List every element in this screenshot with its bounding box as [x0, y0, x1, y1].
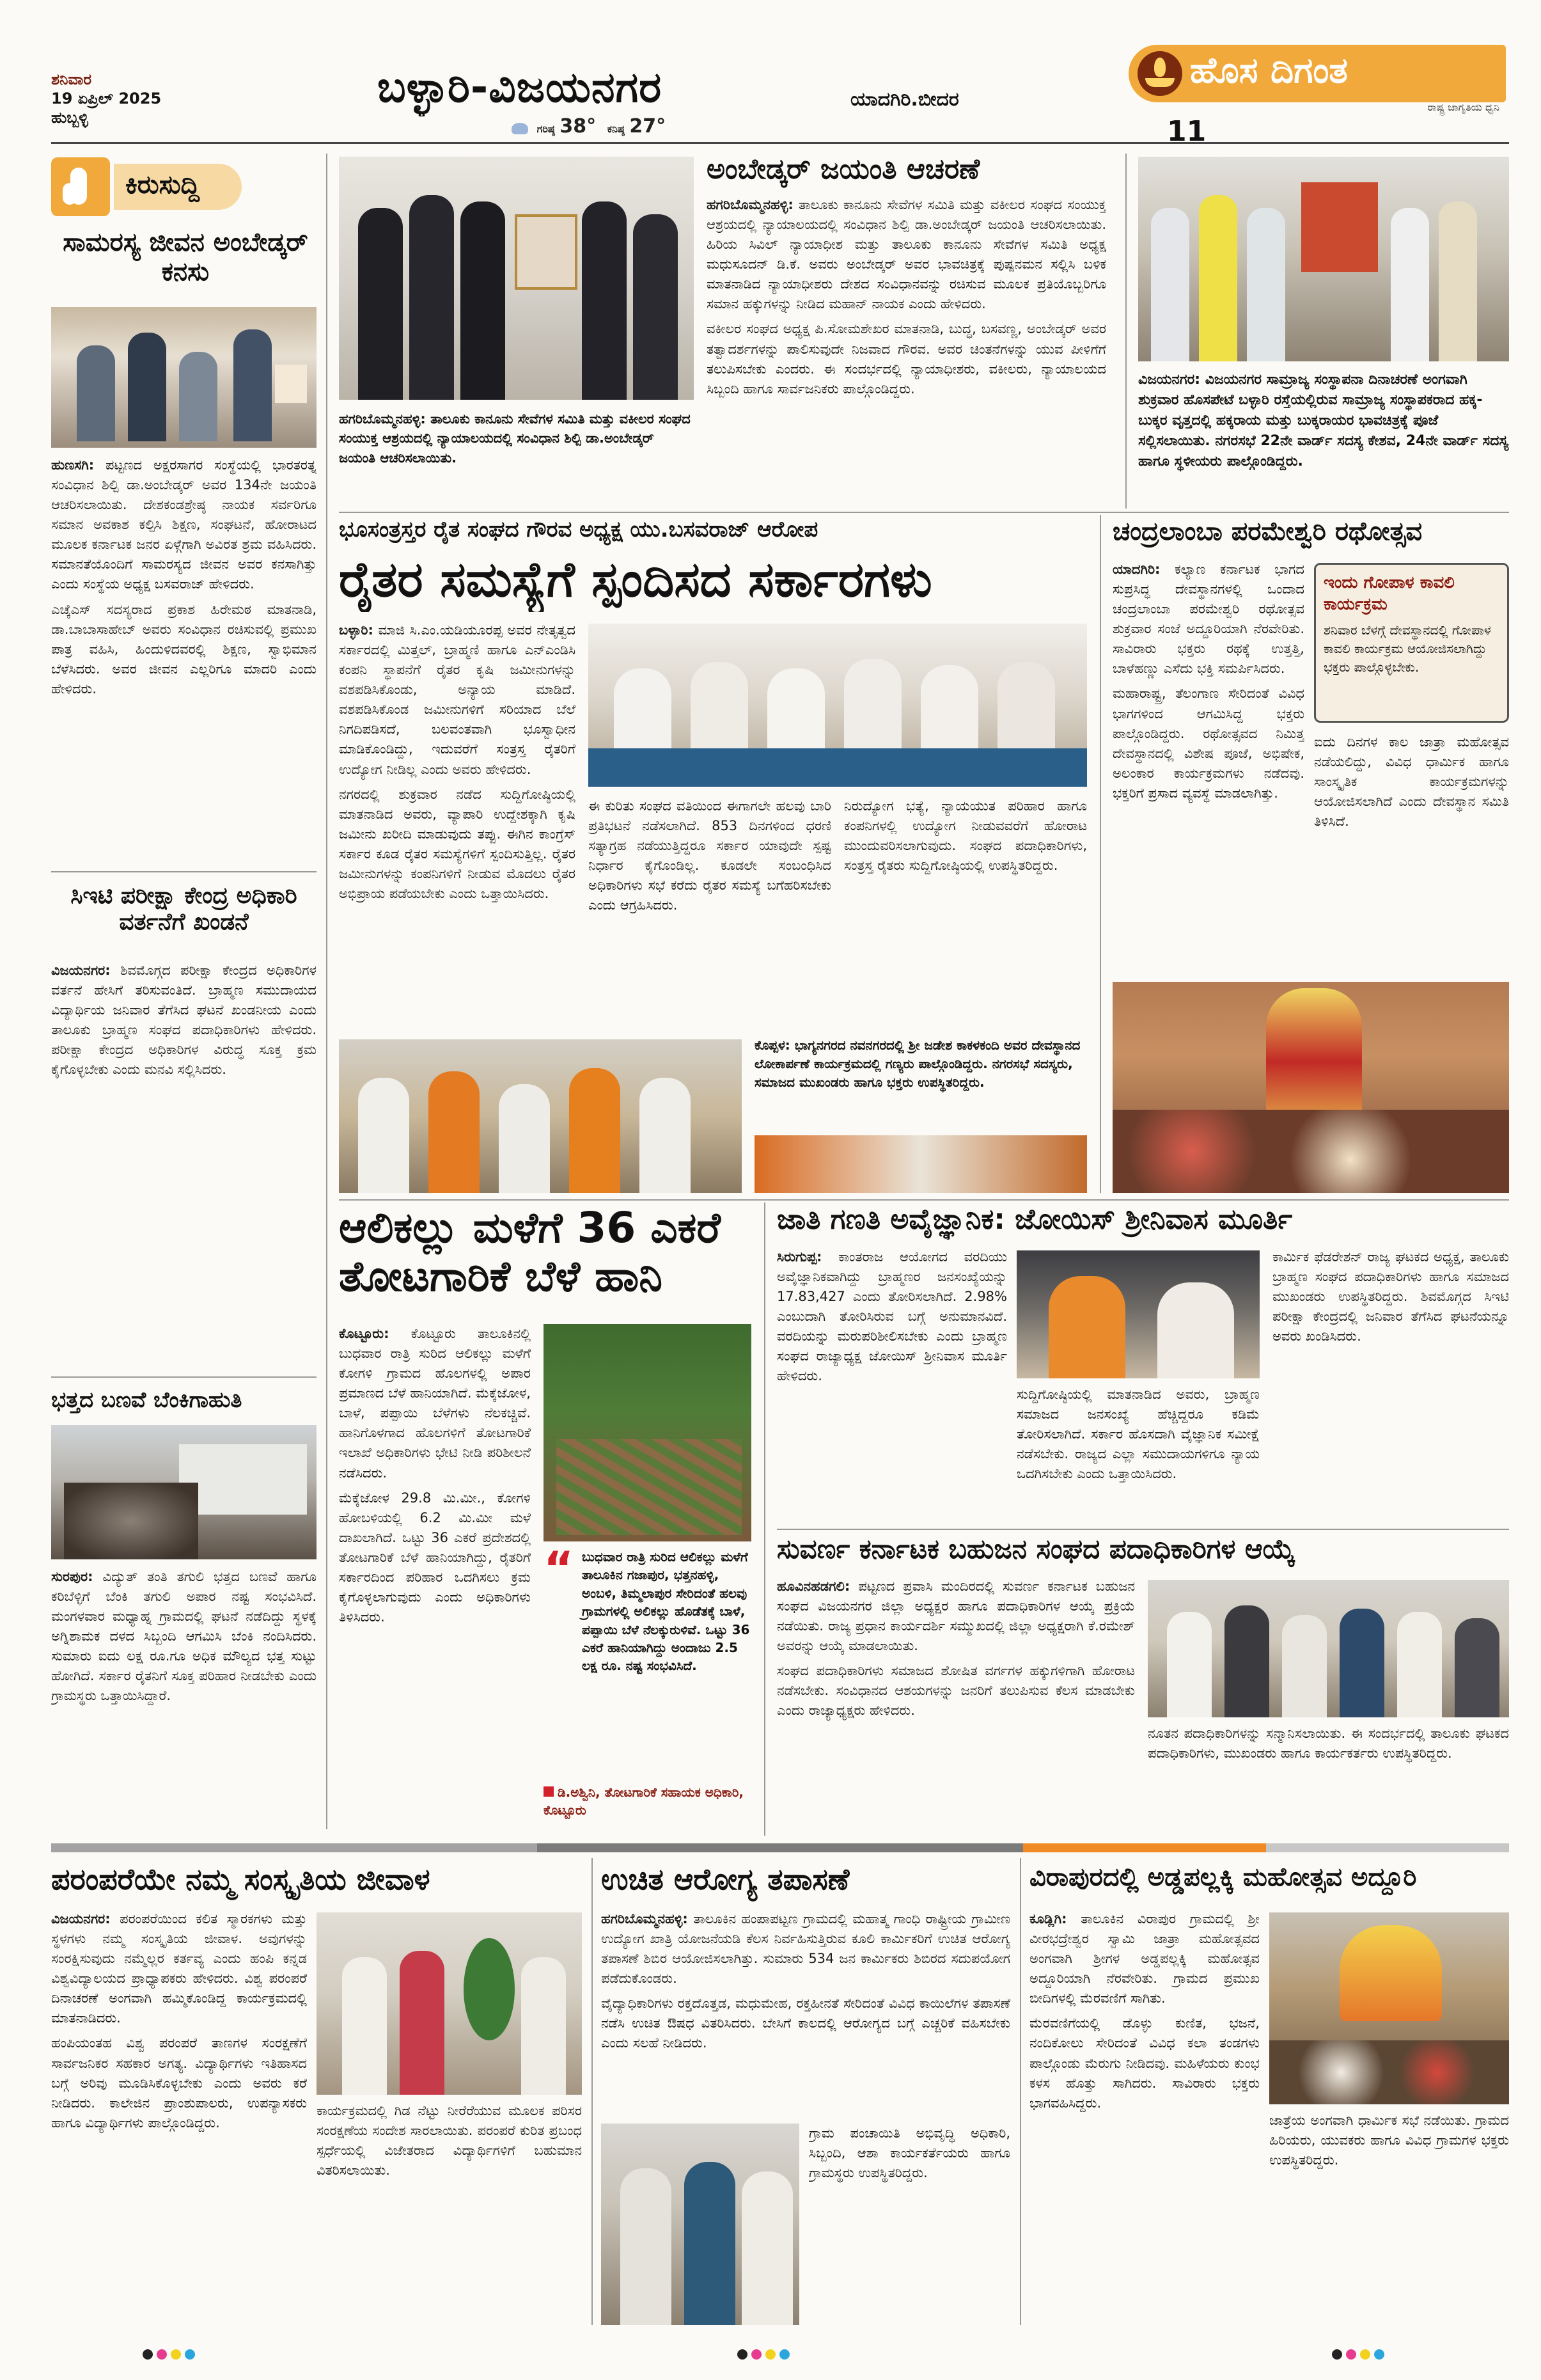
diya-icon	[1138, 51, 1182, 96]
bahujana-text-1: ಪಟ್ಟಣದ ಪ್ರವಾಸಿ ಮಂದಿರದಲ್ಲಿ ಸುವರ್ಣ ಕರ್ನಾಟಕ ಬಹುಜನ ಸಂಘದ ವಿಜಯನಗರ ಜಿಲ್ಲಾ ಅಧ್ಯಕ್ಷರ ಹಾಗೂ ಪದಾಧಿಕಾರಿಗಳ ಆಯ್ಕೆ ಪ್ರಕ್ರಿಯೆ ನಡೆಯಿತು. ರಾಜ್ಯ ಪ್ರಧಾನ ಕಾರ್ಯದರ್ಶಿ ಸಮ್ಮುಖದಲ್ಲಿ ಜಿಲ್ಲಾ ಅಧ್ಯಕ್ಷರಾಗಿ ಕೆ.ರಮೇಶ್ ಅವರನ್ನು ಆಯ್ಕೆ ಮಾಡಲಾಯಿತು.	[777, 1579, 1135, 1654]
arogya-body-col-2	[809, 2124, 1010, 2325]
kirusuddi-label: ಕಿರುಸುದ್ದಿ	[125, 170, 200, 200]
column-divider-alikallu	[764, 1202, 765, 1836]
alikallu-quote: ಬುಧವಾರ ರಾತ್ರಿ ಸುರಿದ ಆಲಿಕಲ್ಲು ಮಳೆಗೆ ತಾಲೂಕಿನ ಗಜಾಪುರ, ಭತ್ತನಹಳ್ಳಿ, ಅಂಬಳಿ, ತಿಮ್ಮಲಾಪುರ ಸೇರಿದಂತೆ ಹಲವು ಗ್ರಾಮಗಳಲ್ಲಿ ಅಲಿಕಲ್ಲು ಹೊಡೆತಕ್ಕೆ ಬಾಳೆ, ಪಪ್ಪಾಯಿ ಬೆಳೆ ನೆಲಕ್ಕುರುಳಿವೆ. ಒಟ್ಟು 36 ಎಕರೆ ಹಾನಿಯಾಗಿದ್ದು ಅಂದಾಜು 2.5 ಲಕ್ಷ ರೂ. ನಷ್ಟ ಸಂಭವಿಸಿದೆ.	[582, 1549, 750, 1674]
bahujana-text-2: ಸಂಘದ ಪದಾಧಿಕಾರಿಗಳು ಸಮಾಜದ ಶೋಷಿತ ವರ್ಗಗಳ ಹಕ್ಕುಗಳಿಗಾಗಿ ಹೋರಾಟ ನಡೆಸಬೇಕು. ಸಂವಿಧಾನದ ಆಶಯಗಳನ್ನು ಜನರಿಗೆ ತಲುಪಿಸುವ ಕೆಲಸ ಮಾಡಬೇಕು ಎಂದು ರಾಜ್ಯಾಧ್ಯಕ್ಷರು ಹೇಳಿದರು.	[777, 1663, 1135, 1719]
column-divider-ambedkar	[1125, 154, 1127, 508]
bahujana-body-col-1	[777, 1577, 1135, 1836]
jati-body-col-1	[777, 1247, 1007, 1522]
kirusuddi-column	[51, 148, 320, 1837]
raitha-body-col-3	[844, 796, 1087, 1030]
parampare-text-3: ಕಾರ್ಯಕ್ರಮದಲ್ಲಿ ಗಿಡ ನೆಟ್ಟು ನೀರೆರೆಯುವ ಮೂಲಕ ಪರಿಸರ ಸಂರಕ್ಷಣೆಯ ಸಂದೇಶ ಸಾರಲಾಯಿತು. ಪರಂಪರೆ ಕುರಿತ ಪ್ರಬಂಧ ಸ್ಪರ್ಧೆಯಲ್ಲಿ ವಿಜೇತರಾದ ವಿದ್ಯಾರ್ಥಿಗಳಿಗೆ ಬಹುಮಾನ ವಿತರಿಸಲಾಯಿತು.	[317, 2103, 582, 2179]
alikallu-quote-author	[544, 1783, 751, 1836]
jati-headline: ಜಾತಿ ಗಣತಿ ಅವೈಜ್ಞಾನಿಕ: ಜೋಯಿಸ್ ಶ್ರೀನಿವಾಸ ಮೂರ್ತಿ	[777, 1204, 1293, 1236]
bahujana-headline: ಸುವರ್ಣ ಕರ್ನಾಟಕ ಬಹುಜನ ಸಂಘದ ಪದಾಧಿಕಾರಿಗಳ ಆಯ್ಕೆ	[777, 1534, 1295, 1564]
column-divider-raitha	[1100, 515, 1101, 1193]
rathotsava-box-text: ಶನಿವಾರ ಬೆಳಗ್ಗೆ ದೇವಸ್ಥಾನದಲ್ಲಿ ಗೋಪಾಳ ಕಾವಲಿ ಕಾರ್ಯಕ್ರಮ ಆಯೋಜಿಸಲಾಗಿದ್ದು ಭಕ್ತರು ಪಾಲ್ಗೊಳ್ಳಬೇಕು.	[1324, 622, 1491, 675]
brief-1-photo	[51, 307, 317, 448]
raitha-headline: ರೈತರ ಸಮಸ್ಯೆಗೆ ಸ್ಪಂದಿಸದ ಸರ್ಕಾರಗಳು	[339, 551, 932, 608]
pallakki-headline: ವಿರಾಪುರದಲ್ಲಿ ಅಡ್ಡಪಲ್ಲಕ್ಕಿ ಮಹೋತ್ಸವ ಅದ್ದೂರಿ	[1029, 1863, 1417, 1892]
ambedkar-text-2: ವಕೀಲರ ಸಂಘದ ಅಧ್ಯಕ್ಷ ಪಿ.ಸೋಮಶೇಖರ ಮಾತನಾಡಿ, ಬುದ್ಧ, ಬಸವಣ್ಣ, ಅಂಬೇಡ್ಕರ್ ಅವರ ತತ್ವಾದರ್ಶಗಳನ್ನು ಪಾಲಿಸುವುದೇ ನಿಜವಾದ ಗೌರವ. ಅವರ ಚಿಂತನೆಗಳನ್ನು ಯುವ ಪೀಳಿಗೆಗೆ ತಲುಪಿಸಬೇಕು ಎಂದರು. ಈ ಸಂದರ್ಭದಲ್ಲಿ ನ್ಯಾಯಾಧೀಶರು, ವಕೀಲರು, ನ್ಯಾಯಾಲಯದ ಸಿಬ್ಬಂದಿ ಹಾಗೂ ಸಾರ್ವಜನಿಕರು ಪಾಲ್ಗೊಂಡಿದ್ದರು.	[707, 321, 1106, 397]
brief-3-body	[51, 1567, 317, 1836]
column-divider-bottom-1	[591, 1858, 593, 2325]
arogya-headline: ಉಚಿತ ಆರೋಗ್ಯ ತಪಾಸಣೆ	[601, 1863, 850, 1896]
masthead-day: ಶನಿವಾರ	[51, 70, 92, 88]
brief-3-headline: ಭತ್ತದ ಬಣವೆ ಬೆಂಕಿಗಾಹುತಿ	[51, 1388, 242, 1413]
ambedkar-dateline: ಹಗರಿಬೊಮ್ಮನಹಳ್ಳಿ:	[707, 197, 794, 212]
rathotsava-box	[1314, 563, 1509, 723]
paper-name: ಹೊಸ ದಿಗಂತ	[1190, 50, 1348, 91]
column-divider-bottom-2	[1020, 1858, 1021, 2325]
rathotsava-photo	[1113, 982, 1509, 1193]
jati-body-col-2	[1017, 1385, 1260, 1522]
brief-1-dateline: ಹುಣಸಗಿ:	[51, 457, 95, 473]
parampare-text-2: ಹಂಪಿಯಂತಹ ವಿಶ್ವ ಪರಂಪರೆ ತಾಣಗಳ ಸಂರಕ್ಷಣೆಗೆ ಸಾರ್ವಜನಿಕರ ಸಹಕಾರ ಅಗತ್ಯ. ವಿದ್ಯಾರ್ಥಿಗಳು ಇತಿಹಾಸದ ಬಗ್ಗೆ ಅರಿವು ಮೂಡಿಸಿಕೊಳ್ಳಬೇಕು ಎಂದು ಅವರು ಕರೆ ನೀಡಿದರು. ಕಾಲೇಜಿನ ಪ್ರಾಂಶುಪಾಲರು, ಉಪನ್ಯಾಸಕರು ಹಾಗೂ ವಿದ್ಯಾರ್ಥಿಗಳು ಪಾಲ್ಗೊಂಡಿದ್ದರು.	[51, 2035, 307, 2131]
pallakki-dateline: ಕೂಡ್ಲಿಗಿ:	[1029, 1911, 1067, 1927]
weather-min-label: ಕನಿಷ್ಠ	[607, 123, 625, 135]
brief-1-body	[51, 455, 317, 865]
raitha-body-col-1	[339, 620, 575, 1030]
rathotsava-headline: ಚಂದ್ರಲಾಂಬಾ ಪರಮೇಶ್ವರಿ ರಥೋತ್ಸವ	[1113, 517, 1423, 546]
raitha-photo	[588, 624, 1087, 787]
arogya-dateline: ಹಗರಿಬೊಮ್ಮನಹಳ್ಳಿ:	[601, 1911, 688, 1927]
bahujana-text-3: ನೂತನ ಪದಾಧಿಕಾರಿಗಳನ್ನು ಸನ್ಮಾನಿಸಲಾಯಿತು. ಈ ಸಂದರ್ಭದಲ್ಲಿ ತಾಲೂಕು ಘಟಕದ ಪದಾಧಿಕಾರಿಗಳು, ಮುಖಂಡರು ಹಾಗೂ ಕಾರ್ಯಕರ್ತರು ಉಪಸ್ಥಿತರಿದ್ದರು.	[1148, 1726, 1509, 1761]
arogya-photo	[601, 2124, 799, 2325]
jati-photo	[1017, 1250, 1260, 1378]
brief-2-text: ಶಿವಮೊಗ್ಗದ ಪರೀಕ್ಷಾ ಕೇಂದ್ರದ ಅಧಿಕಾರಿಗಳ ವರ್ತನೆ ಹೇಸಿಗೆ ತರಿಸುವಂತಿದೆ. ಬ್ರಾಹ್ಮಣ ಸಮುದಾಯದ ವಿದ್ಯಾರ್ಥಿಯ ಜನಿವಾರ ತೆಗೆಸಿದ ಘಟನೆ ಖಂಡನೀಯ ಎಂದು ತಾಲೂಕು ಬ್ರಾಹ್ಮಣ ಸಂಘದ ಪದಾಧಿಕಾರಿಗಳು ಹೇಳಿದರು. ಪರೀಕ್ಷಾ ಕೇಂದ್ರದ ಅಧಿಕಾರಿಗಳ ವಿರುದ್ಧ ಸೂಕ್ತ ಕ್ರಮ ಕೈಗೊಳ್ಳಬೇಕು ಎಂದು ಮನವಿ ಸಲ್ಲಿಸಿದರು.	[51, 963, 317, 1078]
sun-cloud-icon	[512, 123, 528, 134]
pallakki-body-col-1	[1029, 1909, 1260, 2325]
rathotsava-text-1: ಕಲ್ಯಾಣ ಕರ್ನಾಟಕ ಭಾಗದ ಸುಪ್ರಸಿದ್ಧ ದೇವಸ್ಥಾನಗಳಲ್ಲಿ ಒಂದಾದ ಚಂದ್ರಲಾಂಬಾ ಪರಮೇಶ್ವರಿ ರಥೋತ್ಸವ ಶುಕ್ರವಾರ ಸಂಜೆ ಅದ್ದೂರಿಯಾಗಿ ನೆರವೇರಿತು. ಸಾವಿರಾರು ಭಕ್ತರು ರಥಕ್ಕೆ ಉತ್ತತ್ತಿ, ಬಾಳೆಹಣ್ಣು ಎಸೆದು ಭಕ್ತಿ ಸಮರ್ಪಿಸಿದರು.	[1113, 562, 1304, 677]
parampare-text-1: ಪರಂಪರೆಯಿಂದ ಕಲಿತ ಸ್ಮಾರಕಗಳು ಮತ್ತು ಸ್ಥಳಗಳು ನಮ್ಮ ಸಂಸ್ಕೃತಿಯ ಜೀವಾಳ. ಅವುಗಳನ್ನು ಸಂರಕ್ಷಿಸುವುದು ನಮ್ಮೆಲ್ಲರ ಕರ್ತವ್ಯ ಎಂದು ಹಂಪಿ ಕನ್ನಡ ವಿಶ್ವವಿದ್ಯಾಲಯದ ಪ್ರಾಧ್ಯಾಪಕರು ಹೇಳಿದರು. ವಿಶ್ವ ಪರಂಪರೆ ದಿನಾಚರಣೆ ಅಂಗವಾಗಿ ಹಮ್ಮಿಕೊಂಡಿದ್ದ ಕಾರ್ಯಕ್ರಮದಲ್ಲಿ ಮಾತನಾಡಿದರು.	[51, 1911, 307, 2026]
raitha-dateline: ಬಳ್ಳಾರಿ:	[339, 622, 373, 638]
alikallu-text-1: ಕೊಟ್ಟೂರು ತಾಲೂಕಿನಲ್ಲಿ ಬುಧವಾರ ರಾತ್ರಿ ಸುರಿದ ಆಲಿಕಲ್ಲು ಮಳೆಗೆ ಕೋಗಳಿ ಗ್ರಾಮದ ಹೊಲಗಳಲ್ಲಿ ಅಪಾರ ಪ್ರಮಾಣದ ಬೆಳೆ ಹಾನಿಯಾಗಿದೆ. ಮೆಕ್ಕೆಜೋಳ, ಬಾಳೆ, ಪಪ್ಪಾಯಿ ಬೆಳೆಗಳು ನೆಲಕಚ್ಚಿವೆ. ಹಾನಿಗೊಳಗಾದ ಹೊಲಗಳಿಗೆ ತೋಟಗಾರಿಕೆ ಇಲಾಖೆ ಅಧಿಕಾರಿಗಳು ಭೇಟಿ ನೀಡಿ ಪರಿಶೀಲನೆ ನಡೆಸಿದರು.	[339, 1326, 531, 1481]
rathotsava-dateline: ಯಾದಗಿರಿ:	[1113, 562, 1161, 577]
bahujana-body-col-2	[1148, 1724, 1509, 1836]
pallakki-text-1: ತಾಲೂಕಿನ ವಿರಾಪುರ ಗ್ರಾಮದಲ್ಲಿ ಶ್ರೀ ವೀರಭದ್ರೇಶ್ವರ ಸ್ವಾಮಿ ಜಾತ್ರಾ ಮಹೋತ್ಸವದ ಅಂಗವಾಗಿ ಶ್ರೀಗಳ ಅಡ್ಡಪಲ್ಲಕ್ಕಿ ಮಹೋತ್ಸವ ಅದ್ದೂರಿಯಾಗಿ ನೆರವೇರಿತು. ಗ್ರಾಮದ ಪ್ರಮುಖ ಬೀದಿಗಳಲ್ಲಿ ಮೆರವಣಿಗೆ ಸಾಗಿತು.	[1029, 1911, 1260, 2006]
quote-mark-icon: “	[544, 1548, 574, 1595]
alikallu-photo	[544, 1324, 751, 1541]
brief-1-text-1: ಪಟ್ಟಣದ ಅಕ್ಷರಸಾಗರ ಸಂಸ್ಥೆಯಲ್ಲಿ ಭಾರತರತ್ನ ಸಂವಿಧಾನ ಶಿಲ್ಪಿ ಡಾ.ಅಂಬೇಡ್ಕರ್ ಅವರ 134ನೇ ಜಯಂತಿ ಆಚರಿಸಲಾಯಿತು. ದೇಶಕಂಡಶ್ರೇಷ್ಠ ನಾಯಕ ಸರ್ವರಿಗೂ ಸಮಾನ ಅವಕಾಶ ಕಲ್ಪಿಸಿ ಶಿಕ್ಷಣ, ಸಂಘಟನೆ, ಹೋರಾಟದ ಮೂಲಕ ಕರ್ನಾಟಕ ಜನರ ಏಳ್ಗೆಗಾಗಿ ಅವಿರತ ಶ್ರಮ ವಹಿಸಿದರು. ಸಮಾನತೆಯೊಂದಿಗೆ ಸಾಮರಸ್ಯದ ಜೀವನ ಅವರ ಕನಸಾಗಿತ್ತು ಎಂದು ಸಂಸ್ಥೆಯ ಅಧ್ಯಕ್ಷ ಬಸವರಾಜ್ ಹೇಳಿದರು.	[51, 457, 317, 592]
column-divider-left	[326, 154, 327, 1829]
pallakki-photo	[1269, 1912, 1509, 2104]
raitha-text-2: ನಗರದಲ್ಲಿ ಶುಕ್ರವಾರ ನಡೆದ ಸುದ್ದಿಗೋಷ್ಠಿಯಲ್ಲಿ ಮಾತನಾಡಿದ ಅವರು, ವ್ಯಾಪಾರಿ ಉದ್ದೇಶಕ್ಕಾಗಿ ಕೃಷಿ ಜಮೀನು ಖರೀದಿ ಮಾಡುವುದು ತಪ್ಪು. ಈಗಿನ ಕಾಂಗ್ರೆಸ್ ಸರ್ಕಾರ ಕೂಡ ರೈತರ ಸಮಸ್ಯೆಗಳಿಗೆ ಸ್ಪಂದಿಸುತ್ತಿಲ್ಲ. ರೈತರ ಜಮೀನುಗಳನ್ನು ಕಂಪನಿಗಳಿಗೆ ನೀಡುವ ಮೊದಲು ರೈತರ ಅಭಿಪ್ರಾಯ ಪಡೆಯಬೇಕು ಎಂದು ಒತ್ತಾಯಿಸಿದರು.	[339, 786, 575, 902]
raitha-kicker: ಭೂಸಂತ್ರಸ್ತರ ರೈತ ಸಂಘದ ಗೌರವ ಅಧ್ಯಕ್ಷ ಯು.ಬಸವರಾಜ್ ಆರೋಪ	[339, 517, 818, 542]
bahujana-photo	[1148, 1580, 1509, 1717]
jati-text-3: ಕಾರ್ಮಿಕ ಫೆಡರೇಶನ್ ರಾಜ್ಯ ಘಟಕದ ಅಧ್ಯಕ್ಷ, ತಾಲೂಕು ಬ್ರಾಹ್ಮಣ ಸಂಘದ ಪದಾಧಿಕಾರಿಗಳು ಹಾಗೂ ಸಮಾಜದ ಮುಖಂಡರು ಉಪಸ್ಥಿತರಿದ್ದರು. ಶಿವಮೊಗ್ಗದ ಸಿಇಟಿ ಪರೀಕ್ಷಾ ಕೇಂದ್ರದಲ್ಲಿ ಜನಿವಾರ ತೆಗೆಸಿದ ಘಟನೆಯನ್ನೂ ಅವರು ಖಂಡಿಸಿದರು.	[1272, 1249, 1509, 1344]
ambedkar-body	[707, 195, 1106, 508]
raitha-body-col-2	[588, 796, 831, 1030]
page-number: 11	[1167, 115, 1207, 141]
kirusuddi-tab	[51, 157, 243, 216]
weather-max: 38°	[559, 115, 597, 138]
parampare-dateline: ವಿಜಯನಗರ:	[51, 1911, 111, 1927]
row-divider-1	[339, 512, 1509, 513]
masthead-rule	[51, 142, 1509, 144]
parampare-body-col-1	[51, 1909, 307, 2325]
alikallu-dateline: ಕೊಟ್ಟೂರು:	[339, 1326, 389, 1341]
square-bullet-icon	[544, 1786, 554, 1797]
paper-logo	[1129, 45, 1506, 141]
masthead-section-title: ಬಳ್ಳಾರಿ-ವಿಜಯನಗರ	[377, 63, 662, 112]
brief-divider-1	[51, 871, 317, 872]
raitha-second-photo	[339, 1039, 742, 1193]
arogya-body-col-1	[601, 1909, 1010, 2120]
alikallu-body-col-1	[339, 1324, 531, 1836]
rathotsava-text-3: ಐದು ದಿನಗಳ ಕಾಲ ಜಾತ್ರಾ ಮಹೋತ್ಸವ ನಡೆಯಲಿದ್ದು, ವಿವಿಧ ಧಾರ್ಮಿಕ ಹಾಗೂ ಸಾಂಸ್ಕೃತಿಕ ಕಾರ್ಯಕ್ರಮಗಳನ್ನು ಆಯೋಜಿಸಲಾಗಿದೆ ಎಂದು ದೇವಸ್ಥಾನ ಸಮಿತಿ ತಿಳಿಸಿದೆ.	[1314, 734, 1509, 830]
masthead	[0, 0, 1541, 144]
ambedkar-headline: ಅಂಬೇಡ್ಕರ್ ಜಯಂತಿ ಆಚರಣೆ	[707, 154, 980, 185]
weather-max-label: ಗರಿಷ್ಠ	[536, 123, 555, 135]
raitha-text-1: ಮಾಜಿ ಸಿ.ಎಂ.ಯಡಿಯೂರಪ್ಪ ಅವರ ನೇತೃತ್ವದ ಸರ್ಕಾರದಲ್ಲಿ ಮಿತ್ತಲ್, ಬ್ರಾಹ್ಮಣಿ ಹಾಗೂ ಎನ್ಎಂಡಿಸಿ ಕಂಪನಿ ಸ್ಥಾಪನೆಗೆ ರೈತರ ಕೃಷಿ ಜಮೀನುಗಳನ್ನು ವಶಪಡಿಸಿಕೊಂಡು, ಅನ್ಯಾಯ ಮಾಡಿದೆ. ವಶಪಡಿಸಿಕೊಂಡ ಜಮೀನುಗಳಿಗೆ ಸರಿಯಾದ ಬೆಲೆ ನಿಗದಿಪಡಿಸದೆ, ಬಲವಂತವಾಗಿ ಭೂಸ್ವಾಧೀನ ಮಾಡಿಕೊಂಡಿದ್ದು, ಇದುವರೆಗೆ ಸಂತ್ರಸ್ತ ರೈತರಿಗೆ ಉದ್ಯೋಗ ನೀಡಿಲ್ಲ ಎಂದು ಅವರು ಹೇಳಿದರು.	[339, 622, 575, 777]
ambedkar-photo-caption: ಹಗರಿಬೊಮ್ಮನಹಳ್ಳಿ: ತಾಲೂಕು ಕಾನೂನು ಸೇವೆಗಳ ಸಮಿತಿ ಮತ್ತು ವಕೀಲರ ಸಂಘದ ಸಂಯುಕ್ತ ಆಶ್ರಯದಲ್ಲಿ ನ್ಯಾಯಾಲಯದಲ್ಲಿ ಸಂವಿಧಾನ ಶಿಲ್ಪಿ ಡಾ.ಅಂಬೇಡ್ಕರ್ ಜಯಂತಿ ಆಚರಿಸಲಾಯಿತು.	[339, 411, 691, 466]
pallakki-body-col-2	[1269, 2111, 1509, 2325]
jati-text-2: ಸುದ್ದಿಗೋಷ್ಠಿಯಲ್ಲಿ ಮಾತನಾಡಿದ ಅವರು, ಬ್ರಾಹ್ಮಣ ಸಮಾಜದ ಜನಸಂಖ್ಯೆ ಹೆಚ್ಚಿದ್ದರೂ ಕಡಿಮೆ ತೋರಿಸಲಾಗಿದೆ. ಸರ್ಕಾರ ಹೊಸದಾಗಿ ವೈಜ್ಞಾನಿಕ ಸಮೀಕ್ಷೆ ನಡೆಸಬೇಕು. ರಾಜ್ಯದ ಎಲ್ಲಾ ಸಮುದಾಯಗಳಿಗೂ ನ್ಯಾಯ ಒದಗಿಸಬೇಕು ಎಂದು ಒತ್ತಾಯಿಸಿದರು.	[1017, 1387, 1260, 1482]
arogya-text-3: ಗ್ರಾಮ ಪಂಚಾಯಿತಿ ಅಭಿವೃದ್ಧಿ ಅಧಿಕಾರಿ, ಸಿಬ್ಬಂದಿ, ಆಶಾ ಕಾರ್ಯಕರ್ತೆಯರು ಹಾಗೂ ಗ್ರಾಮಸ್ಥರು ಉಪಸ್ಥಿತರಿದ್ದರು.	[809, 2125, 1010, 2181]
parampare-headline: ಪರಂಪರೆಯೇ ನಮ್ಮ ಸಂಸ್ಕೃತಿಯ ಜೀವಾಳ	[51, 1863, 430, 1896]
paper-tagline: ರಾಷ್ಟ್ರ ಜಾಗೃತಿಯ ಧ್ವನಿ	[1427, 101, 1499, 113]
row-divider-2	[339, 1199, 1509, 1201]
masthead-city: ಹುಬ್ಬಳ್ಳಿ	[51, 109, 88, 127]
pallakki-text-2: ಮೆರವಣಿಗೆಯಲ್ಲಿ ಡೊಳ್ಳು ಕುಣಿತ, ಭಜನೆ, ನಂದಿಕೋಲು ಸೇರಿದಂತೆ ವಿವಿಧ ಕಲಾ ತಂಡಗಳು ಪಾಲ್ಗೊಂಡು ಮೆರುಗು ನೀಡಿದವು. ಮಹಿಳೆಯರು ಕುಂಭ ಕಳಸ ಹೊತ್ತು ಸಾಗಿದರು. ಸಾವಿರಾರು ಭಕ್ತರು ಭಾಗವಹಿಸಿದ್ದರು.	[1029, 2015, 1260, 2111]
masthead-subsection: ಯಾದಗಿರಿ.ಬೀದರ	[850, 88, 959, 111]
raitha-second-photo-b	[755, 1135, 1087, 1193]
masthead-date-block	[51, 70, 243, 141]
parampare-photo	[317, 1912, 582, 2095]
alikallu-text-2: ಮೆಕ್ಕೆಜೋಳ 29.8 ಮಿ.ಮೀ., ಕೋಗಳಿ ಹೋಬಳಿಯಲ್ಲಿ 6.2 ಮಿ.ಮೀ ಮಳೆ ದಾಖಲಾಗಿದೆ. ಒಟ್ಟು 36 ಎಕರೆ ಪ್ರದೇಶದಲ್ಲಿ ತೋಟಗಾರಿಕೆ ಬೆಳೆ ಹಾನಿಯಾಗಿದ್ದು, ರೈತರಿಗೆ ಸರ್ಕಾರದಿಂದ ಪರಿಹಾರ ಒದಗಿಸಲು ಕ್ರಮ ಕೈಗೊಳ್ಳಲಾಗುವುದು ಎಂದು ಅಧಿಕಾರಿಗಳು ತಿಳಿಸಿದರು.	[339, 1490, 531, 1625]
ambedkar-photo	[339, 157, 694, 400]
pinch-hand-icon	[51, 157, 110, 216]
alikallu-quote-author-text: ಡಿ.ಅಶ್ವಿನಿ, ತೋಟಗಾರಿಕೆ ಸಹಾಯಕ ಅಧಿಕಾರಿ, ಕೊಟ್ಟೂರು	[544, 1785, 744, 1818]
raitha-text-4: ನಿರುದ್ಯೋಗ ಭತ್ಯೆ, ನ್ಯಾಯಯುತ ಪರಿಹಾರ ಹಾಗೂ ಕಂಪನಿಗಳಲ್ಲಿ ಉದ್ಯೋಗ ನೀಡುವವರೆಗೆ ಹೋರಾಟ ಮುಂದುವರಿಸಲಾಗುವುದು. ಸಂಘದ ಪದಾಧಿಕಾರಿಗಳು, ಸಂತ್ರಸ್ತ ರೈತರು ಸುದ್ದಿಗೋಷ್ಠಿಯಲ್ಲಿ ಉಪಸ್ಥಿತರಿದ್ದರು.	[844, 798, 1087, 874]
masthead-date: 19 ಏಪ್ರಿಲ್ 2025	[51, 90, 162, 107]
bottom-section-band	[51, 1843, 1509, 1852]
rathotsava-body-col-2	[1314, 732, 1509, 975]
row-divider-3	[777, 1529, 1509, 1530]
pallakki-text-3: ಜಾತ್ರೆಯ ಅಂಗವಾಗಿ ಧಾರ್ಮಿಕ ಸಭೆ ನಡೆಯಿತು. ಗ್ರಾಮದ ಹಿರಿಯರು, ಯುವಕರು ಹಾಗೂ ವಿವಿಧ ಗ್ರಾಮಗಳ ಭಕ್ತರು ಉಪಸ್ಥಿತರಿದ್ದರು.	[1269, 2113, 1509, 2168]
alikallu-headline: ಆಲಿಕಲ್ಲು ಮಳೆಗೆ 36 ಎಕರೆ ತೋಟಗಾರಿಕೆ ಬೆಳೆ ಹಾನಿ	[339, 1204, 721, 1301]
brief-2-dateline: ವಿಜಯನಗರ:	[51, 963, 111, 978]
brief-2-headline: ಸಿಇಟಿ ಪರೀಕ್ಷಾ ಕೇಂದ್ರ ಅಧಿಕಾರಿ ವರ್ತನೆಗೆ ಖಂಡನೆ	[70, 883, 297, 936]
arogya-text-1: ತಾಲೂಕಿನ ಹಂಪಾಪಟ್ಟಣ ಗ್ರಾಮದಲ್ಲಿ ಮಹಾತ್ಮ ಗಾಂಧಿ ರಾಷ್ಟ್ರೀಯ ಗ್ರಾಮೀಣ ಉದ್ಯೋಗ ಖಾತ್ರಿ ಯೋಜನೆಯಡಿ ಕೆಲಸ ನಿರ್ವಹಿಸುತ್ತಿರುವ ಕೂಲಿ ಕಾರ್ಮಿಕರಿಗೆ ಉಚಿತ ಆರೋಗ್ಯ ತಪಾಸಣೆ ಶಿಬಿರ ಆಯೋಜಿಸಲಾಗಿತ್ತು. ಸುಮಾರು 534 ಜನ ಕಾರ್ಮಿಕರು ಶಿಬಿರದ ಸದುಪಯೋಗ ಪಡೆದುಕೊಂಡರು.	[601, 1911, 1010, 1987]
print-registration-marks	[0, 2344, 1541, 2370]
brief-1-text-2: ಎಚ್ಕೆಎಸ್ ಸದಸ್ಯರಾದ ಪ್ರಕಾಶ ಹಿರೇಮಠ ಮಾತನಾಡಿ, ಡಾ.ಬಾಬಾಸಾಹೇಬ್ ಅವರು ಸಂವಿಧಾನ ರಚಿಸುವಲ್ಲಿ ಪ್ರಮುಖ ಪಾತ್ರ ವಹಿಸಿ, ಹಿಂದುಳಿದವರಲ್ಲಿ ಶಿಕ್ಷಣ, ಸ್ವಾಭಿಮಾನ ಬೆಳೆಸಿದರು. ಅವರ ಜೀವನ ಎಲ್ಲರಿಗೂ ಮಾದರಿ ಎಂದು ಹೇಳಿದರು.	[51, 601, 317, 697]
brief-3-photo	[51, 1425, 317, 1559]
brief-3-text: ವಿದ್ಯುತ್ ತಂತಿ ತಗುಲಿ ಭತ್ತದ ಬಣವೆ ಹಾಗೂ ಕರಿಬೆಳ್ಳಿಗೆ ಬೆಂಕಿ ತಗುಲಿ ಅಪಾರ ನಷ್ಟ ಸಂಭವಿಸಿದೆ. ಮಂಗಳವಾರ ಮಧ್ಯಾಹ್ನ ಗ್ರಾಮದಲ್ಲಿ ಘಟನೆ ನಡೆದಿದ್ದು ಸ್ಥಳಕ್ಕೆ ಅಗ್ನಿಶಾಮಕ ದಳದ ಸಿಬ್ಬಂದಿ ಆಗಮಿಸಿ ಬೆಂಕಿ ನಂದಿಸಿದರು. ಸುಮಾರು ಐದು ಲಕ್ಷ ರೂ.ಗೂ ಅಧಿಕ ಮೌಲ್ಯದ ಭತ್ತ ಸುಟ್ಟು ಹೋಗಿದೆ. ಸರ್ಕಾರ ರೈತನಿಗೆ ಸೂಕ್ತ ಪರಿಹಾರ ನೀಡಬೇಕು ಎಂದು ಗ್ರಾಮಸ್ಥರು ಒತ್ತಾಯಿಸಿದ್ದಾರೆ.	[51, 1569, 317, 1704]
raitha-text-3: ಈ ಕುರಿತು ಸಂಘದ ವತಿಯಿಂದ ಈಗಾಗಲೇ ಹಲವು ಬಾರಿ ಪ್ರತಿಭಟನೆ ನಡೆಸಲಾಗಿದೆ. 853 ದಿನಗಳಿಂದ ಧರಣಿ ಸತ್ಯಾಗ್ರಹ ನಡೆಯುತ್ತಿದ್ದರೂ ಸರ್ಕಾರ ಯಾವುದೇ ಸ್ಪಷ್ಟ ನಿರ್ಧಾರ ಕೈಗೊಂಡಿಲ್ಲ. ಕೂಡಲೇ ಸಂಬಂಧಿಸಿದ ಅಧಿಕಾರಿಗಳು ಸಭೆ ಕರೆದು ರೈತರ ಸಮಸ್ಯೆ ಬಗೆಹರಿಸಬೇಕು ಎಂದು ಆಗ್ರಹಿಸಿದರು.	[588, 798, 831, 913]
ambedkar-text-1: ತಾಲೂಕು ಕಾನೂನು ಸೇವೆಗಳ ಸಮಿತಿ ಮತ್ತು ವಕೀಲರ ಸಂಘದ ಸಂಯುಕ್ತ ಆಶ್ರಯದಲ್ಲಿ ನ್ಯಾಯಾಲಯದಲ್ಲಿ ಸಂವಿಧಾನ ಶಿಲ್ಪಿ ಡಾ.ಅಂಬೇಡ್ಕರ್ ಜಯಂತಿ ಆಚರಿಸಲಾಯಿತು. ಹಿರಿಯ ಸಿವಿಲ್ ನ್ಯಾಯಾಧೀಶ ಮತ್ತು ತಾಲೂಕು ಕಾನೂನು ಸೇವೆಗಳ ಸಮಿತಿ ಅಧ್ಯಕ್ಷ ಮಧುಸೂದನ್ ಡಿ.ಕೆ. ಅವರು ಅಂಬೇಡ್ಕರ್ ಅವರ ಭಾವಚಿತ್ರಕ್ಕೆ ಪುಷ್ಪನಮನ ಸಲ್ಲಿಸಿ ಬಳಿಕ ಮಾತನಾಡಿದ ನ್ಯಾಯಾಧೀಶರು ದೇಶದ ಸಂವಿಧಾನವನ್ನು ರಚಿಸುವ ಮೂಲಕ ಪ್ರತಿಯೊಬ್ಬರಿಗೂ ಸಮಾನ ಹಕ್ಕುಗಳನ್ನು ನೀಡಿದ ಮಹಾನ್ ನಾಯಕ ಎಂದು ಹೇಳಿದರು.	[707, 197, 1106, 312]
jati-text-1: ಕಾಂತರಾಜ ಆಯೋಗದ ವರದಿಯು ಅವೈಜ್ಞಾನಿಕವಾಗಿದ್ದು ಬ್ರಾಹ್ಮಣರ ಜನಸಂಖ್ಯೆಯನ್ನು 17.83,427 ಎಂದು ತೋರಿಸಲಾಗಿದೆ. 2.98% ಎಂಬುದಾಗಿ ತೋರಿಸಿರುವ ಬಗ್ಗೆ ಅನುಮಾನವಿದೆ. ವರದಿಯನ್ನು ಮರುಪರಿಶೀಲಿಸಬೇಕು ಎಂದು ಬ್ರಾಹ್ಮಣ ಸಂಘದ ರಾಜ್ಯಾಧ್ಯಕ್ಷ ಜೋಯಿಸ್ ಶ್ರೀನಿವಾಸ ಮೂರ್ತಿ ಹೇಳಿದರು.	[777, 1249, 1007, 1384]
arogya-text-2: ವೈದ್ಯಾಧಿಕಾರಿಗಳು ರಕ್ತದೊತ್ತಡ, ಮಧುಮೇಹ, ರಕ್ತಹೀನತೆ ಸೇರಿದಂತೆ ವಿವಿಧ ಕಾಯಿಲೆಗಳ ತಪಾಸಣೆ ನಡೆಸಿ ಉಚಿತ ಔಷಧ ವಿತರಿಸಿದರು. ಬೇಸಿಗೆ ಕಾಲದಲ್ಲಿ ಆರೋಗ್ಯದ ಬಗ್ಗೆ ಎಚ್ಚರಿಕೆ ವಹಿಸಬೇಕು ಎಂದು ಸಲಹೆ ನೀಡಿದರು.	[601, 1996, 1010, 2051]
jati-dateline: ಸಿರುಗುಪ್ಪ:	[777, 1249, 822, 1265]
weather-strip	[512, 115, 780, 141]
raitha-second-caption: ಕೊಪ್ಪಳ: ಭಾಗ್ಯನಗರದ ನವನಗರದಲ್ಲಿ ಶ್ರೀ ಜಡೇಶ ಕಾಕಳಕಂದಿ ಅವರ ದೇವಸ್ಥಾನದ ಲೋಕಾರ್ಪಣೆ ಕಾರ್ಯಕ್ರಮದಲ್ಲಿ ಗಣ್ಯರು ಪಾಲ್ಗೊಂಡಿದ್ದರು. ನಗರಸಭೆ ಸದಸ್ಯರು, ಸಮಾಜದ ಮುಖಂಡರು ಹಾಗೂ ಭಕ್ತರು ಉಪಸ್ಥಿತರಿದ್ದರು.	[755, 1037, 1081, 1090]
parampare-body-col-2	[317, 2101, 582, 2325]
alikallu-quote-block	[544, 1548, 751, 1836]
brief-2-body	[51, 961, 317, 1370]
bahujana-dateline: ಹೂವಿನಹಡಗಲಿ:	[777, 1579, 850, 1594]
jati-body-col-3	[1272, 1247, 1509, 1522]
rathotsava-text-2: ಮಹಾರಾಷ್ಟ್ರ, ತೆಲಂಗಾಣ ಸೇರಿದಂತೆ ವಿವಿಧ ಭಾಗಗಳಿಂದ ಆಗಮಿಸಿದ್ದ ಭಕ್ತರು ಪಾಲ್ಗೊಂಡಿದ್ದರು. ರಥೋತ್ಸವದ ನಿಮಿತ್ತ ದೇವಸ್ಥಾನದಲ್ಲಿ ವಿಶೇಷ ಪೂಜೆ, ಅಭಿಷೇಕ, ಅಲಂಕಾರ ಕಾರ್ಯಕ್ರಮಗಳು ನಡೆದವು. ಭಕ್ತರಿಗೆ ಪ್ರಸಾದ ವ್ಯವಸ್ಥೆ ಮಾಡಲಾಗಿತ್ತು.	[1113, 686, 1304, 801]
rathotsava-box-title: ಇಂದು ಗೋಪಾಳ ಕಾವಲಿ ಕಾರ್ಯಕ್ರಮ	[1324, 573, 1455, 614]
brief-3-dateline: ಸುರಪುರ:	[51, 1569, 93, 1584]
weather-min: 27°	[629, 115, 666, 138]
vijayanagara-photo	[1138, 157, 1509, 361]
vijayanagara-caption: ವಿಜಯನಗರ: ವಿಜಯನಗರ ಸಾಮ್ರಾಜ್ಯ ಸಂಸ್ಥಾಪನಾ ದಿನಾಚರಣೆ ಅಂಗವಾಗಿ ಶುಕ್ರವಾರ ಹೊಸಪೇಟೆ ಬಳ್ಳಾರಿ ರಸ್ತೆಯಲ್ಲಿರುವ ಸಾಮ್ರಾಜ್ಯ ಸಂಸ್ಥಾಪಕರಾದ ಹಕ್ಕ-ಬುಕ್ಕರ ವೃತ್ತದಲ್ಲಿ ಹಕ್ಕರಾಯ ಮತ್ತು ಬುಕ್ಕರಾಯರ ಭಾವಚಿತ್ರಕ್ಕೆ ಪೂಜೆ ಸಲ್ಲಿಸಲಾಯಿತು. ನಗರಸಭೆ 22ನೇ ವಾರ್ಡ್ ಸದಸ್ಯ ಕೇಶವ, 24ನೇ ವಾರ್ಡ್ ಸದಸ್ಯ ಹಾಗೂ ಸ್ಥಳೀಯರು ಪಾಲ್ಗೊಂಡಿದ್ದರು.	[1138, 372, 1509, 469]
brief-divider-2	[51, 1376, 317, 1378]
rathotsava-body-col-1	[1113, 560, 1304, 975]
brief-1-headline: ಸಾಮರಸ್ಯ ಜೀವನ ಅಂಬೇಡ್ಕರ್ ಕನಸು	[63, 228, 308, 287]
